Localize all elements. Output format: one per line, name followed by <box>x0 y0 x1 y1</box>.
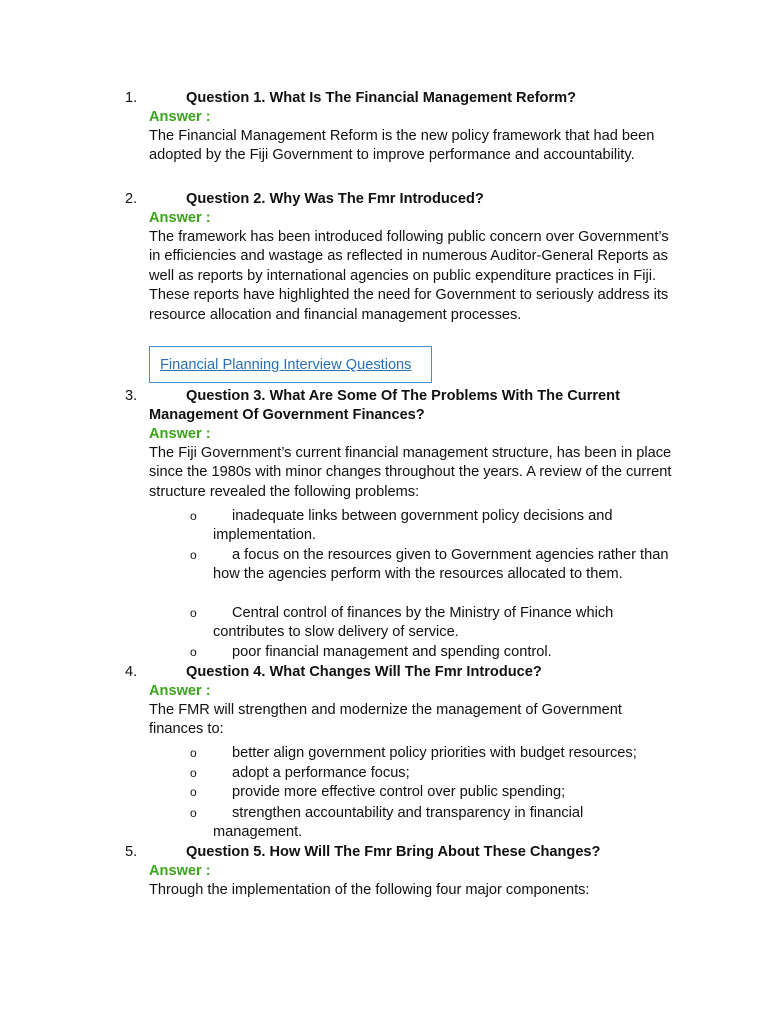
related-questions-link[interactable]: Financial Planning Interview Questions <box>160 357 412 373</box>
list-item-text: a focus on the resources given to Government agencies rather than how the agencies perform with the resources allocated to them. <box>213 547 669 583</box>
question-number: 2. <box>125 191 138 207</box>
question-heading: Question 3. What Are Some Of The Problems With The Current Management Of Government Finances? <box>149 388 620 424</box>
answer-text: The Fiji Government’s current financial management structure, has been in place since the 1980s with minor changes throughout the years. A review of the current structure revealed the following problems: <box>149 445 672 500</box>
bullet-circle-icon: o <box>190 606 197 620</box>
answer-label: Answer : <box>149 210 211 226</box>
bullet-circle-icon: o <box>190 746 197 760</box>
bullet-circle-icon: o <box>190 806 197 820</box>
list-item <box>190 744 670 763</box>
answer-text: Through the implementation of the following four major components: <box>149 882 590 898</box>
question-heading: Question 1. What Is The Financial Management Reform? <box>186 90 577 106</box>
answer-text: The FMR will strengthen and modernize the management of Government finances to: <box>149 702 622 738</box>
answer-label: Answer : <box>149 109 211 125</box>
list-item <box>190 507 670 546</box>
question-heading: Question 5. How Will The Fmr Bring About These Changes? <box>186 844 601 860</box>
list-item-text: poor financial management and spending control. <box>232 644 552 660</box>
list-item-text: Central control of finances by the Ministry of Finance which contributes to slow delivery of service. <box>213 605 614 641</box>
list-item <box>190 764 670 783</box>
bullet-circle-icon: o <box>190 509 197 523</box>
question-number: 3. <box>125 388 138 404</box>
question-number: 4. <box>125 664 138 680</box>
question-number: 1. <box>125 90 138 106</box>
list-item-text: strengthen accountability and transparency in financial management. <box>213 805 584 841</box>
list-item-text: inadequate links between government policy decisions and implementation. <box>213 508 613 544</box>
answer-text: The framework has been introduced following public concern over Government’s in efficiencies and wastage as reflected in numerous Auditor-General Reports as well as reports by international agencies on public expenditure practices in Fiji. These reports have highlighted the need for Government to seriously address its resource allocation and financial management processes. <box>149 229 669 323</box>
bullet-circle-icon: o <box>190 645 197 659</box>
question-number: 5. <box>125 844 138 860</box>
question-heading: Question 2. Why Was The Fmr Introduced? <box>186 191 484 207</box>
list-item <box>190 546 670 585</box>
answer-label: Answer : <box>149 683 211 699</box>
bullet-circle-icon: o <box>190 785 197 799</box>
list-item-text: better align government policy priorities with budget resources; <box>232 745 637 761</box>
bullet-circle-icon: o <box>190 766 197 780</box>
list-item-text: provide more effective control over public spending; <box>232 784 566 800</box>
question-heading: Question 4. What Changes Will The Fmr Introduce? <box>186 664 542 680</box>
list-item <box>190 643 670 662</box>
related-link-box <box>149 346 432 383</box>
answer-text: The Financial Management Reform is the new policy framework that had been adopted by the Fiji Government to improve performance and accountability. <box>149 128 655 164</box>
answer-label: Answer : <box>149 426 211 442</box>
list-item <box>190 604 670 643</box>
answer-label: Answer : <box>149 863 211 879</box>
list-item-text: adopt a performance focus; <box>232 765 410 781</box>
list-item <box>190 783 670 802</box>
bullet-circle-icon: o <box>190 548 197 562</box>
list-item <box>190 804 670 843</box>
